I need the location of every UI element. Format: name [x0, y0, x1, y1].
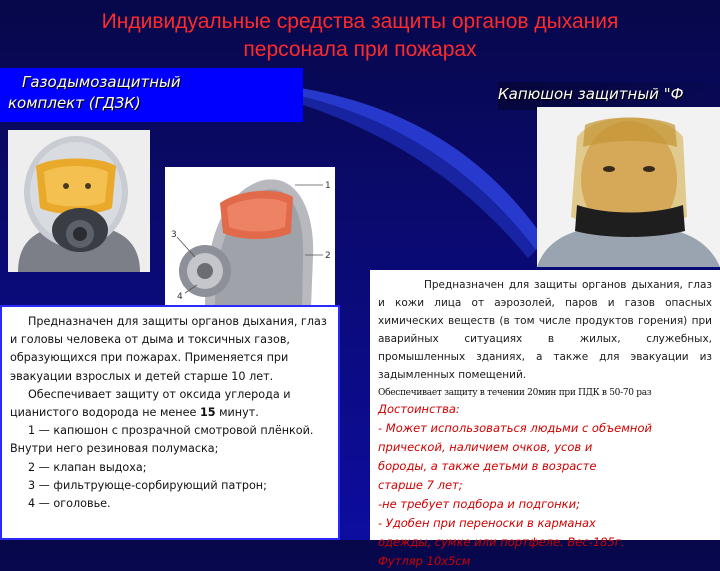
- advantage-line: - Может использоваться людьми с объемной: [378, 421, 652, 435]
- advantage-line: Футляр 10х5см: [378, 554, 471, 568]
- advantage-line: старше 7 лет;: [378, 478, 463, 492]
- page-title: [40, 8, 680, 64]
- advantage-line: -не требует подбора и подгонки;: [378, 497, 580, 511]
- gdzk-label-line-1: Газодымозащитный: [22, 73, 181, 91]
- title-line-1: Индивидуальные средства защиты органов дыхания: [101, 10, 619, 33]
- gdzk-protection-text: [10, 386, 330, 422]
- gdzk-protection-before: Обеспечивает защиту от оксида углерода и цианистого водорода не менее: [10, 387, 291, 420]
- hood-description: [370, 270, 720, 568]
- title-line-2: персонала при пожарах: [243, 38, 477, 61]
- diagram-label-1: 1: [325, 181, 331, 191]
- gdzk-part-item: 4 — оголовье.: [28, 497, 111, 511]
- diagram-label-4: 4: [177, 292, 183, 302]
- gdzk-part-item: 2 — клапан выдоха;: [28, 460, 147, 474]
- gdzk-label-line-2: комплект (ГДЗК): [8, 94, 141, 112]
- gdzk-description: [0, 305, 340, 540]
- gdzk-protection-after: минут.: [215, 406, 259, 420]
- gdzk-purpose-text: Предназначен для защиты органов дыхания, глаз и головы человека от дыма и токсичных газов, образующихся при пожарах. Применяется при эвакуации взрослых и детей старше 10 лет.: [10, 315, 327, 383]
- hood-person-image: [537, 107, 720, 267]
- gdzk-diagram: [165, 167, 335, 307]
- gdzk-diagram-image: [165, 167, 335, 307]
- diagram-label-3: 3: [171, 230, 177, 240]
- advantage-line: одежды, сумке или портфеле. Вес-185г.: [378, 535, 625, 549]
- diagram-label-2: 2: [325, 251, 331, 261]
- gdzk-person-image: [8, 130, 150, 272]
- hood-description-text: Предназначен для защиты органов дыхания, глаз и кожи лица от аэрозолей, паров и газов опасных химических веществ (в том числе продуктов горения) при аварийных ситуациях в жилых, служебных, промышленных зданиях, а также для эвакуации из задымленных помещений.: [378, 279, 712, 381]
- advantage-line: бороды, а также детьми в возрасте: [378, 459, 597, 473]
- gdzk-label: [0, 68, 303, 122]
- hood-photo: [537, 107, 720, 267]
- hood-label: Капюшон защитный "Ф: [498, 82, 720, 110]
- gdzk-photo: [8, 130, 150, 272]
- advantages-heading: Достоинства:: [378, 402, 460, 416]
- gdzk-protection-minutes: 15: [199, 406, 216, 420]
- advantage-line: - Удобен при переноски в карманах: [378, 516, 596, 530]
- gdzk-part-item: 3 — фильтрующе-сорбирующий патрон;: [28, 478, 267, 492]
- gdzk-part-item: 1 — капюшон с прозрачной смотровой плёнкой. Внутри него резиновая полумаска;: [10, 424, 314, 456]
- hood-protection-time: Обеспечивает защиту в течении 20мин при ПДК в 50-70 раз: [378, 388, 652, 398]
- advantage-line: прической, наличием очков, усов и: [378, 440, 593, 454]
